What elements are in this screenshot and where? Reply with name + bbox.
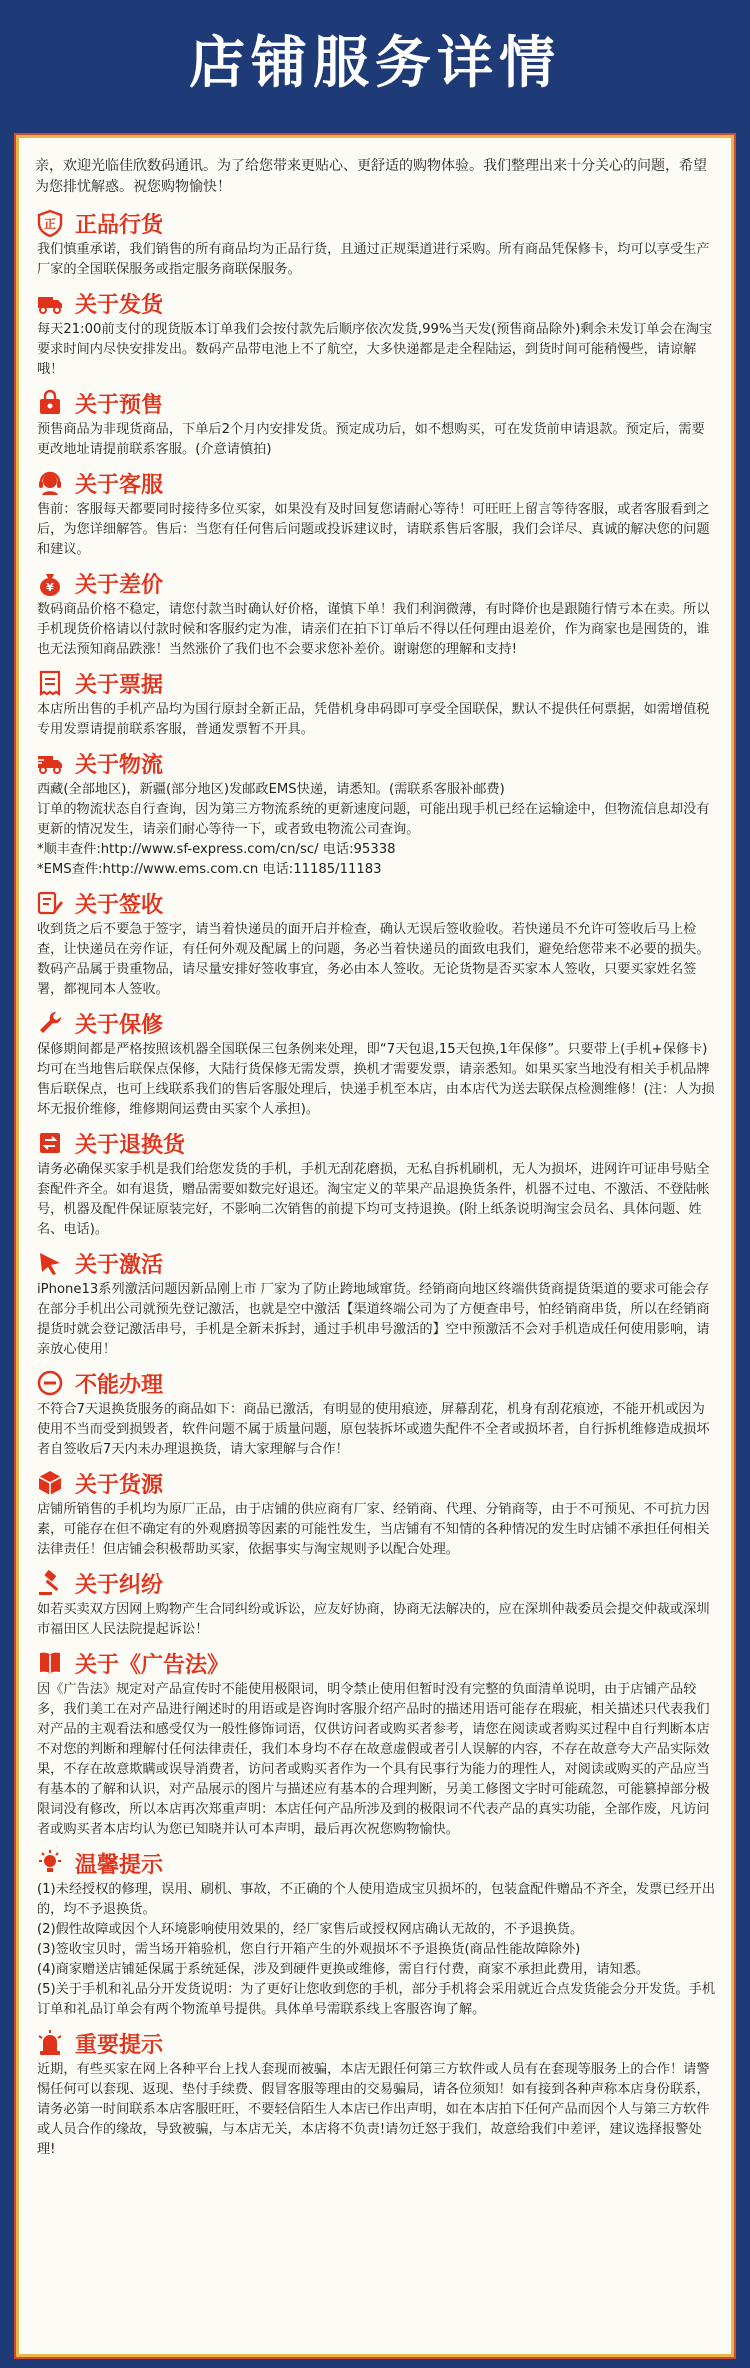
service-section: [35, 1246, 717, 1360]
section-title: 关于退换货: [75, 1132, 186, 1158]
section-title: 关于票据: [75, 672, 164, 698]
logistics-truck-icon: [35, 748, 65, 778]
section-title: 重要提示: [75, 2032, 164, 2058]
delivery-truck-icon: [35, 288, 65, 318]
service-section: [35, 886, 717, 1000]
customer-service-icon: [35, 468, 65, 498]
service-section: [35, 2026, 717, 2160]
section-header: [35, 286, 717, 320]
section-header: [35, 2026, 717, 2060]
gavel-icon: [35, 1568, 65, 1598]
section-header: [35, 886, 717, 920]
section-title: 关于发货: [75, 292, 164, 318]
service-section: [35, 1846, 717, 2020]
section-body: 我们慎重承诺，我们销售的所有商品均为正品行货，且通过正规渠道进行采购。所有商品凭保修卡，均可以享受生产厂家的全国联保服务或指定服务商联保服务。: [37, 242, 710, 277]
zheng-icon: [35, 208, 65, 238]
section-title: 关于差价: [75, 572, 164, 598]
section-title: 关于签收: [75, 892, 164, 918]
service-section: [35, 386, 717, 460]
section-body: 店铺所销售的手机均为原厂正品，由于店铺的供应商有厂家、经销商、代理、分销商等，由于不可预见、不可抗力因素，可能存在但不确定有的外观磨损等因素的可能性发生，当店铺有不知情的各种情况的发生时店铺不承担任何相关法律责任！但店铺会积极帮助买家，依据事实与淘宝规则予以配合处理。: [37, 1502, 710, 1557]
tips-icon: [35, 1848, 65, 1878]
section-body: 请务必确保买家手机是我们给您发货的手机，手机无刮花磨损，无私自拆机刷机，无人为损坏，进网许可证串号贴全套配件齐全。如有退货，赠品需要如数完好退还。淘宝定义的苹果产品退换货条件，机器不过电、不激活、不登陆帐号，机器及配件保证原装完好，不影响二次销售的前提下均可支持退换。(附上纸条说明淘宝会员名、具体问题、姓名、电话)。: [37, 1162, 710, 1237]
service-section: [35, 1566, 717, 1640]
service-section: [35, 1126, 717, 1240]
cannot-handle-icon: [35, 1368, 65, 1398]
service-section: [35, 1646, 717, 1840]
section-header: [35, 1846, 717, 1880]
section-header: [35, 566, 717, 600]
section-header: [35, 1006, 717, 1040]
section-header: [35, 466, 717, 500]
service-section: [35, 1366, 717, 1460]
section-title: 关于激活: [75, 1252, 164, 1278]
service-section: [35, 566, 717, 660]
service-section: [35, 1466, 717, 1560]
service-section: [35, 466, 717, 560]
section-body: 不符合7天退换货服务的商品如下：商品已激活，有明显的使用痕迹，屏幕刮花，机身有刮花痕迹，不能开机或因为使用不当而受到损毁者，软件问题不属于质量问题，原包装拆坏或遗失配件不全者或损坏者，自行拆机维修造成损坏者自签收后7天内未办理退换货，请大家理解与合作！: [37, 1402, 710, 1457]
page-title: 店铺服务详情: [189, 31, 561, 96]
section-body: 保修期间都是严格按照该机器全国联保三包条例来处理，即“7天包退,15天包换,1年保修”。只要带上(手机+保修卡)均可在当地售后联保点保修，大陆行货保修无需发票，换机才需要发票，请亲悉知。如果买家当地没有相关手机品牌售后联保点，也可上线联系我们的售后客服处理后，快递手机至本店，由本店代为送去联保点检测维修！(注：人为损坏无报价维修，维修期间运费由买家个人承担)。: [37, 1042, 715, 1117]
section-body: 本店所出售的手机产品均为国行原封全新正品，凭借机身串码即可享受全国联保，默认不提供任何票据，如需增值税专用发票请提前联系客服，普通发票暂不开具。: [37, 702, 710, 737]
section-body: 如若买卖双方因网上购物产生合同纠纷或诉讼，应友好协商，协商无法解决的，应在深圳仲裁委员会提交仲裁或深圳市福田区人民法院提起诉讼！: [37, 1602, 710, 1637]
svg-text:¥: ¥: [46, 581, 54, 594]
warranty-icon: [35, 1008, 65, 1038]
section-header: [35, 1646, 717, 1680]
service-details-panel: [16, 135, 734, 2357]
section-header: [35, 666, 717, 700]
section-body: 近期，有些买家在网上各种平台上找人套现而被骗，本店无跟任何第三方软件或人员有在套现等服务上的合作！请警惕任何可以套现、返现、垫付手续费、假冒客服等理由的交易骗局，请各位须知！如有接到各种声称本店身份联系，请务必第一时间联系本店客服旺旺，不要轻信陌生人本店已作出声明，如在本店拍下任何产品而因个人与第三方软件或人员合作的缘故，导致被骗，与本店无关，本店将不负责!请勿迁怒于我们，故意给我们中差评，建议选择报警处理!: [37, 2062, 710, 2157]
invoice-icon: [35, 668, 65, 698]
section-header: [35, 1126, 717, 1160]
price-difference-icon: [35, 568, 65, 598]
section-body: (1)未经授权的修理，误用、刷机、事故，不正确的个人使用造成宝贝损坏的，包装盒配件赠品不齐全，发票已经开出的，均不予退换货。 (2)假性故障或因个人环境影响使用效果的，经厂家售后或授权网店确认无故的，不予退换货。 (3)签收宝贝时，需当场开箱验机，您自行开箱产生的外观损坏不予退换货(商品性能故障除外) (4)商家赠送店铺延保属于系统延保，涉及到硬件更换或维修，需自行付费，商家不承担此费用，请知悉。 (5)关于手机和礼品分开发货说明：为了更好让您收到您的手机，部分手机将会采用就近合点发货能会分开发货。手机订单和礼品订单会有两个物流单号提供。具体单号需联系线上客服咨询了解。: [37, 1882, 716, 2017]
section-header: [35, 1366, 717, 1400]
section-body: 因《广告法》规定对产品宣传时不能使用极限词，明令禁止使用但暂时没有完整的负面清单说明，由于店铺产品较多，我们美工在对产品进行阐述时的用语或是咨询时客服介绍产品时的描述用语可能存在瑕疵，相关描述只代表我们对产品的主观看法和感受仅为一般性修饰词语，仅供访问者或购买者参考，请您在阅读或者购买过程中自行判断本店不对您的判断和理解付任何法律责任，我们本身均不存在故意虚假或者引人误解的内容，不存在故意夸大产品实际效果，不存在故意欺瞒或误导消费者，访问者或购买者作为一个具有民事行为能力的理性人，对阅读或购买的产品应当有基本的了解和认识，对产品展示的图片与描述应有基本的合理判断，另美工修图文字时可能疏忽，可能篡掉部分极限词没有修改，所以本店再次郑重声明：本店任何产品所涉及到的极限词不代表产品的真实功能，全部作废，凡访问者或购买者本店均认为您已知晓并认可本声明，最后再次祝您购物愉快。: [37, 1682, 710, 1837]
service-section: [35, 286, 717, 380]
box-icon: [35, 1468, 65, 1498]
section-title: 关于货源: [75, 1472, 164, 1498]
section-body: 每天21:00前支付的现货版本订单我们会按付款先后顺序依次发货,99%当天发(预售商品除外)剩余未发订单会在淘宝要求时间内尽快安排发出。数码产品带电池上不了航空，大多快递都是走全程陆运，到货时间可能稍慢些，请谅解哦！: [37, 322, 713, 377]
section-title: 关于《广告法》: [75, 1652, 230, 1678]
section-body: 收到货之后不要急于签字，请当着快递员的面开启并检查，确认无误后签收验收。若快递员不允许可签收后马上检查，让快递员在旁作证，有任何外观及配属上的问题，务必当着快递员的面致电我们，避免给您带来不必要的损失。 数码产品属于贵重物品，请尽量安排好签收事宜，务必由本人签收。无论货物是否买家本人签收，只要买家姓名签署，都视同本人签收。: [37, 922, 710, 997]
section-body: 预售商品为非现货商品，下单后2个月内安排发货。预定成功后，如不想购买，可在发货前申请退款。预定后，需要更改地址请提前联系客服。(介意请慎拍): [37, 422, 705, 457]
section-title: 关于物流: [75, 752, 164, 778]
service-section: [35, 206, 717, 280]
intro-text: 亲，欢迎光临佳欣数码通讯。为了给您带来更贴心、更舒适的购物体验。我们整理出来十分关心的问题，希望为您排忧解惑。祝您购物愉快！: [35, 158, 707, 195]
section-title: 温馨提示: [75, 1852, 164, 1878]
section-header: [35, 206, 717, 240]
presale-icon: [35, 388, 65, 418]
svg-text:正: 正: [43, 217, 57, 231]
section-header: [35, 1246, 717, 1280]
section-header: [35, 386, 717, 420]
section-title: 不能办理: [75, 1372, 164, 1398]
law-book-icon: [35, 1648, 65, 1678]
section-body: 售前：客服每天都要同时接待多位买家，如果没有及时回复您请耐心等待！可旺旺上留言等待客服，或者客服看到之后，为您详细解答。售后：当您有任何售后问题或投诉建议时，请联系售后客服，我们会详尽、真诚的解决您的问题和建议。: [37, 502, 710, 557]
section-header: [35, 746, 717, 780]
section-body: 数码商品价格不稳定，请您付款当时确认好价格，谨慎下单！我们利润微薄，有时降价也是跟随行情亏本在卖。所以手机现货价格请以付款时候和客服约定为准，请亲们在拍下订单后不得以任何理由退差价，作为商家也是囤货的，谁也无法预知商品跌涨！当然涨价了我们也不会要求您补差价。谢谢您的理解和支持!: [37, 602, 710, 657]
section-title: 关于预售: [75, 392, 164, 418]
signature-icon: [35, 888, 65, 918]
return-exchange-icon: [35, 1128, 65, 1158]
alarm-icon: [35, 2028, 65, 2058]
activation-icon: [35, 1248, 65, 1278]
section-body: iPhone13系列激活问题因新品刚上市 厂家为了防止跨地域窜货。经销商向地区终端供货商提货渠道的要求可能会存在部分手机出公司就预先登记激活，也就是空中激活【渠道终端公司为了方便查串号，怕经销商串货，所以在经销商提货时就会登记激活串号，手机是全新未拆封，通过手机串号激活的】空中预激活不会对手机造成任何使用影响，请亲放心使用！: [37, 1282, 710, 1357]
section-title: 关于纠纷: [75, 1572, 164, 1598]
section-header: [35, 1466, 717, 1500]
page-header: [0, 0, 750, 118]
service-section: [35, 1006, 717, 1120]
section-body: 西藏(全部地区)，新疆(部分地区)发邮政EMS快递，请悉知。(需联系客服补邮费) 订单的物流状态自行查询，因为第三方物流系统的更新速度问题，可能出现手机已经在运输途中，但物流信息却没有更新的情况发生，请亲们耐心等待一下，或者致电物流公司查询。 *顺丰查件:http://www.sf-express.com/cn/sc/ 电话:95338 *EMS查件:http://www.ems.com.cn 电话:11185/11183: [37, 782, 710, 877]
service-section: [35, 666, 717, 740]
section-header: [35, 1566, 717, 1600]
section-title: 正品行货: [75, 212, 164, 238]
section-title: 关于客服: [75, 472, 164, 498]
service-section: [35, 746, 717, 880]
section-list: [35, 206, 717, 2160]
section-title: 关于保修: [75, 1012, 164, 1038]
